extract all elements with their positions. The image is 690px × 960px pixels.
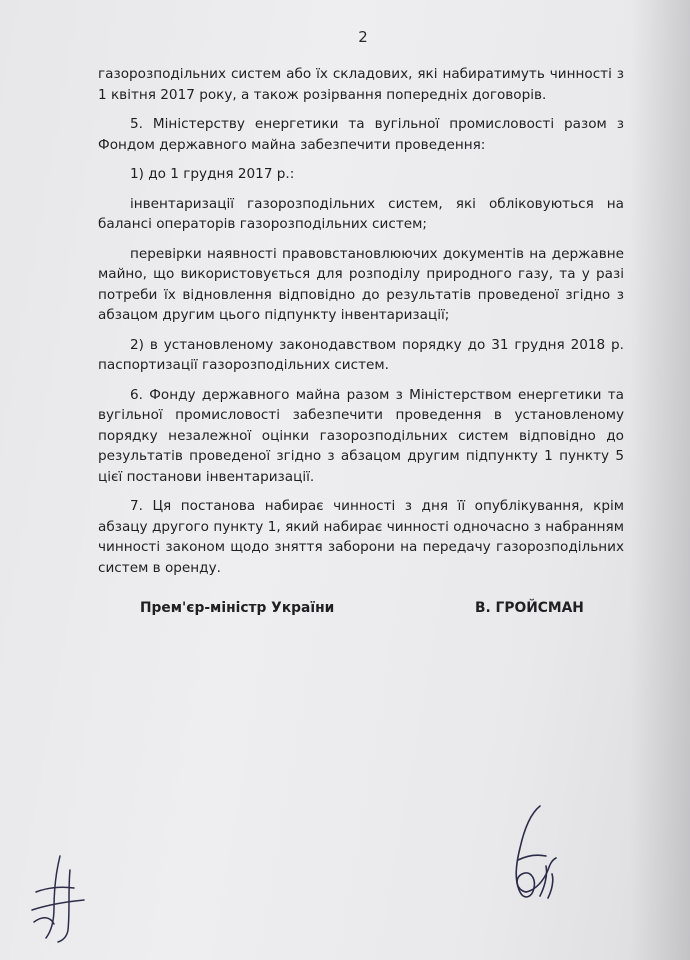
signatory-position: Прем'єр-міністр України — [140, 600, 335, 616]
paragraph-subitem-2: 2) в установленому законодавством порядку до 31 грудня 2018 р. паспортизації газорозподільних систем. — [98, 336, 624, 373]
signature-block — [0, 600, 690, 624]
handwritten-initials — [24, 850, 94, 945]
paragraph-continuation: газорозподільних систем або їх складових, які набиратимуть чинності з 1 квітня 2017 року, а також розірвання попередніх договорів. — [98, 66, 624, 103]
paragraph-documents-check: перевірки наявності правовстановлюючих документів на державне майно, що використовується для розподілу природного газу, та у разі потреби їх відновлення відповідно до результатів проведеної згідно з абзацом другим цього підпункту інвентаризації; — [98, 245, 624, 323]
document-body — [98, 64, 624, 578]
signatory-name: В. ГРОЙСМАН — [475, 600, 584, 616]
paragraph-item-5: 5. Міністерству енергетики та вугільної промисловості разом з Фондом державного майна забезпечити проведення: — [98, 116, 624, 153]
paragraph-inventory: інвентаризації газорозподільних систем, які обліковуються на балансі операторів газорозподільних систем; — [98, 195, 624, 232]
page-number: 2 — [358, 28, 368, 46]
paragraph-subitem-1: 1) до 1 грудня 2017 р.: — [130, 166, 295, 182]
paragraph-item-7: 7. Ця постанова набирає чинності з дня її опублікування, крім абзацу другого пункту 1, який набирає чинності одночасно з набранням чинності законом щодо зняття заборони на передачу газорозподільних систем в оренду. — [98, 498, 624, 576]
paragraph-item-6: 6. Фонду державного майна разом з Міністерством енергетики та вугільної промисловості забезпечити проведення в установленому порядку незалежної оцінки газорозподільних систем відповідно до результатів проведеної згідно з абзацом другим підпункту 1 пункту 5 цієї постанови інвентаризації. — [98, 386, 624, 485]
handwritten-signature — [500, 800, 570, 910]
